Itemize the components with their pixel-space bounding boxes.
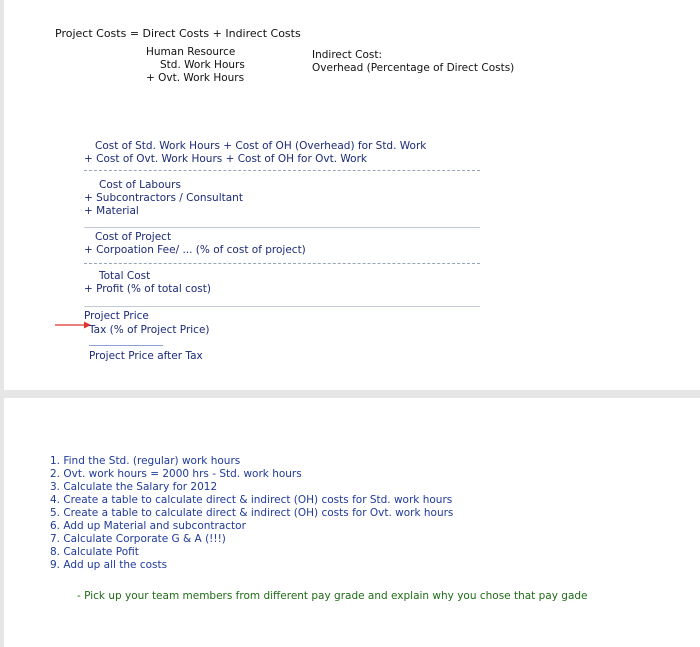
direct-line-std-hours: Std. Work Hours [160,59,245,71]
direct-line-ovt-hours: + Ovt. Work Hours [146,72,245,84]
direct-cost-material: + Material [84,205,139,217]
direct-cost-labours: Cost of Labours [99,179,181,191]
profit-line: + Profit (% of total cost) [84,283,211,295]
divider-blue [89,345,163,346]
project-price-after-tax: Project Price after Tax [89,350,203,362]
step-1: 1. Find the Std. (regular) work hours [50,455,241,467]
step-5: 5. Create a table to calculate direct & indirect (OH) costs for Ovt. work hours [50,507,454,519]
divider-dashed-2 [84,263,480,264]
labor-line-ovt: + Cost of Ovt. Work Hours + Cost of OH for Ovt. Work [84,153,367,165]
cost-of-project: Cost of Project [95,231,172,243]
labor-line-std: Cost of Std. Work Hours + Cost of OH (Overhead) for Std. Work [95,140,427,152]
team-note: - Pick up your team members from different pay grade and explain why you chose that pay gade [77,590,588,602]
project-price: Project Price [84,310,149,322]
indirect-cost-desc: Overhead (Percentage of Direct Costs) [312,62,515,74]
step-7: 7. Calculate Corporate G & A (!!!) [50,533,226,545]
divider-solid-2 [84,306,480,307]
indirect-cost-label: Indirect Cost: [312,49,382,61]
direct-line-human-resource: Human Resource [146,46,236,58]
divider-dashed-1 [84,170,480,171]
formula-title: Project Costs = Direct Costs + Indirect Costs [55,27,301,40]
step-2: 2. Ovt. work hours = 2000 hrs - Std. work hours [50,468,302,480]
step-9: 9. Add up all the costs [50,559,168,571]
direct-cost-subcontractors: + Subcontractors / Consultant [84,192,243,204]
red-arrow-icon [54,319,92,331]
step-8: 8. Calculate Pofit [50,546,139,558]
tax-line: Tax (% of Project Price) [89,324,210,336]
divider-solid-1 [84,227,480,228]
total-cost: Total Cost [99,270,151,282]
corporation-fee: + Corpoation Fee/ ... (% of cost of project) [84,244,306,256]
step-3: 3. Calculate the Salary for 2012 [50,481,218,493]
step-6: 6. Add up Material and subcontractor [50,520,246,532]
step-4: 4. Create a table to calculate direct & indirect (OH) costs for Std. work hours [50,494,453,506]
